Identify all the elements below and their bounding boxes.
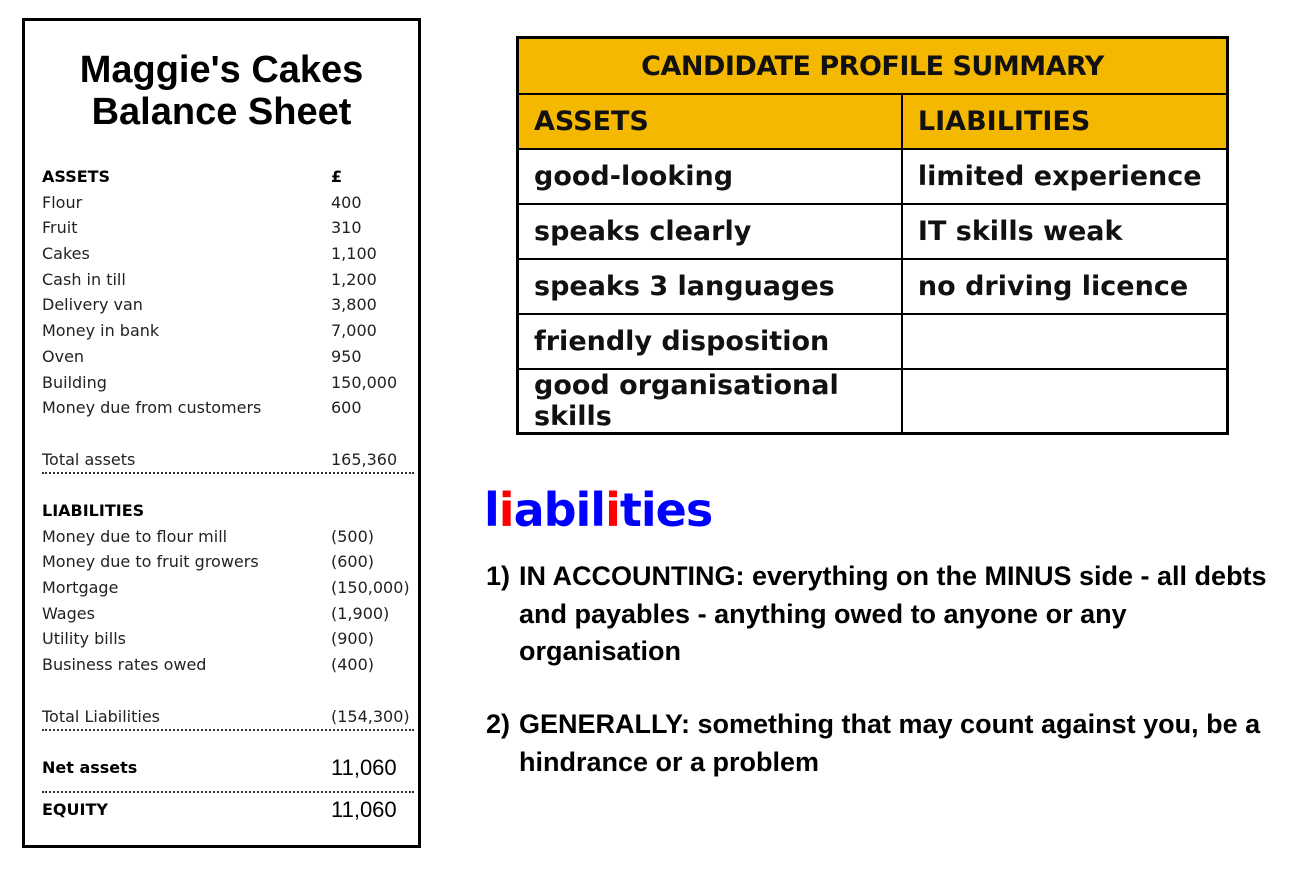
liability-row (42, 549, 414, 575)
asset-row-label: Money in bank (42, 321, 160, 341)
word-part: abil (513, 483, 606, 537)
liability-row-label: Mortgage (42, 577, 119, 597)
asset-row-label: Money due from customers (42, 398, 262, 418)
liability-row (42, 524, 414, 550)
liability-row-value: (900) (331, 629, 375, 649)
asset-row (42, 370, 414, 396)
total-liabilities-row (42, 704, 414, 731)
asset-row-label: Building (42, 372, 107, 392)
balance-sheet-card (22, 18, 421, 848)
liability-row (42, 652, 414, 678)
asset-row-value: 950 (331, 346, 362, 366)
total-assets-row (42, 447, 414, 474)
definition-text: IN ACCOUNTING: everything on the MINUS side - all debts and payables - anything owed to anyone or any organisation (519, 561, 1267, 666)
liability-row-value: (500) (331, 526, 375, 546)
column-header-assets: ASSETS (518, 94, 902, 149)
asset-row-label: Flour (42, 192, 83, 212)
liability-row-label: Money due to flour mill (42, 526, 228, 546)
asset-row-value: 7,000 (331, 321, 377, 341)
asset-row (42, 318, 414, 344)
asset-row (42, 190, 414, 216)
asset-cell: speaks clearly (518, 204, 902, 259)
asset-row-value: 1,200 (331, 269, 377, 289)
asset-cell: good-looking (518, 149, 902, 204)
column-header-liabilities: LIABILITIES (902, 94, 1228, 149)
candidate-profile-table (516, 36, 1229, 435)
asset-row-label: Delivery van (42, 295, 143, 315)
currency-symbol: £ (331, 167, 343, 186)
assets-heading-row (42, 164, 414, 190)
liabilities-heading-row (42, 498, 414, 524)
equity-label: EQUITY (42, 799, 108, 819)
liability-cell (902, 369, 1228, 434)
definition-item-2 (486, 706, 1286, 781)
word-part: ties (619, 483, 713, 537)
asset-row (42, 267, 414, 293)
definition-number: 1) (486, 561, 511, 591)
word-part: i (498, 483, 514, 537)
equity-row (42, 793, 414, 827)
asset-cell: friendly disposition (518, 314, 902, 369)
total-assets-label: Total assets (42, 449, 136, 469)
liability-cell: no driving licence (902, 259, 1228, 314)
asset-row (42, 292, 414, 318)
asset-row-label: Oven (42, 346, 85, 366)
liabilities-heading: LIABILITIES (42, 500, 145, 520)
net-assets-row (42, 751, 414, 785)
asset-row-value: 310 (331, 218, 362, 238)
assets-heading: ASSETS (42, 167, 111, 186)
liability-row-label: Utility bills (42, 629, 126, 649)
definition-item-1 (486, 558, 1286, 671)
liability-cell: IT skills weak (902, 204, 1228, 259)
liability-row-label: Business rates owed (42, 655, 207, 674)
net-assets-value: 11,060 (331, 754, 397, 780)
table-row (518, 149, 1228, 204)
liability-row-value: (400) (331, 655, 375, 674)
liability-row-value: (600) (331, 552, 375, 572)
net-assets-label: Net assets (42, 757, 138, 777)
word-part: i (605, 483, 620, 537)
balance-sheet-title-line1: Maggie's Cakes (79, 49, 364, 91)
liability-cell: limited experience (902, 149, 1228, 204)
asset-row (42, 395, 414, 421)
liability-row-value: (1,900) (331, 603, 390, 623)
total-assets-value: 165,360 (331, 449, 398, 469)
asset-row-value: 400 (331, 192, 362, 212)
asset-row-value: 150,000 (331, 372, 398, 392)
asset-row-value: 1,100 (331, 244, 377, 264)
balance-sheet-body (42, 164, 414, 827)
definition-text: GENERALLY: something that may count against you, be a hindrance or a problem (519, 709, 1261, 777)
asset-row (42, 215, 414, 241)
balance-sheet-title (25, 49, 418, 133)
liability-row (42, 575, 414, 601)
table-row (518, 314, 1228, 369)
liability-row (42, 626, 414, 652)
liability-row-label: Wages (42, 603, 95, 623)
asset-row-value: 3,800 (331, 295, 377, 315)
asset-cell: speaks 3 languages (518, 259, 902, 314)
candidate-table-body (518, 149, 1228, 434)
asset-cell: good organisational skills (518, 369, 902, 434)
asset-row-label: Fruit (42, 218, 78, 238)
definition-number: 2) (486, 709, 511, 739)
assets-list (42, 190, 414, 421)
equity-value: 11,060 (331, 796, 397, 822)
liabilities-list (42, 524, 414, 678)
liability-row-value: (150,000) (331, 577, 410, 597)
asset-row-label: Cash in till (42, 269, 126, 289)
definition-word (484, 483, 712, 537)
liability-cell (902, 314, 1228, 369)
asset-row-label: Cakes (42, 244, 90, 264)
candidate-table-title: CANDIDATE PROFILE SUMMARY (518, 38, 1228, 95)
table-row (518, 259, 1228, 314)
asset-row (42, 241, 414, 267)
total-liabilities-label: Total Liabilities (42, 706, 161, 726)
liability-row-label: Money due to fruit growers (42, 552, 259, 572)
total-liabilities-value: (154,300) (331, 706, 410, 726)
balance-sheet-title-line2: Balance Sheet (91, 91, 352, 133)
asset-row-value: 600 (331, 398, 362, 418)
asset-row (42, 344, 414, 370)
liability-row (42, 601, 414, 627)
word-part: l (484, 483, 499, 537)
table-row (518, 204, 1228, 259)
table-row (518, 369, 1228, 434)
